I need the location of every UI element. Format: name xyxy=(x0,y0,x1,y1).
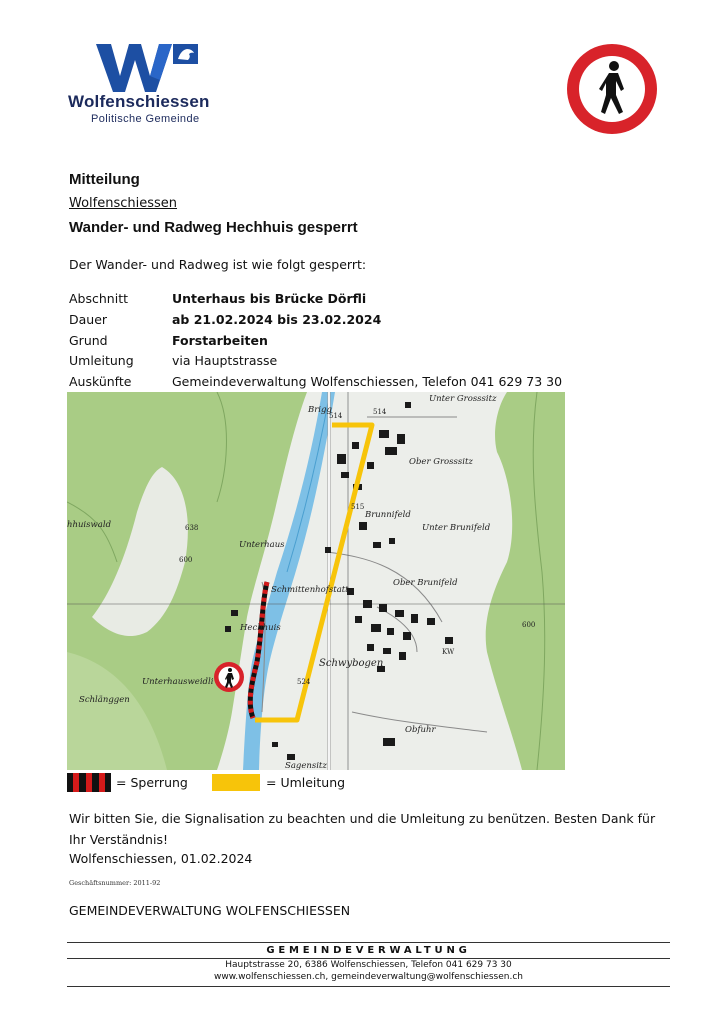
logo-subtitle: Politische Gemeinde xyxy=(91,113,200,125)
footer-rule-mid xyxy=(67,958,670,959)
notice-kind: Mitteilung xyxy=(69,171,140,188)
date-line: Wolfenschiessen, 01.02.2024 xyxy=(69,851,253,866)
closure-map xyxy=(67,392,565,770)
notice-intro: Der Wander- und Radweg ist wie folgt gesperrt: xyxy=(69,257,367,272)
map-label-hhuiswald: hhuiswald xyxy=(67,520,112,530)
map-label-schwybogen: Schwybogen xyxy=(319,658,384,669)
map-label-ober-brunifeld: Ober Brunifeld xyxy=(393,578,458,588)
footer-web: www.wolfenschiessen.ch, gemeindeverwaltung@wolfenschiessen.ch xyxy=(213,972,523,982)
detail-label-info: Auskünfte xyxy=(69,374,132,389)
map-label-brunnifeld: Brunnifeld xyxy=(365,510,411,520)
map-label-brigg: Brigg xyxy=(308,405,332,415)
map-label-515: 515 xyxy=(351,503,365,511)
reference-number: Geschäftsnummer: 2011-92 xyxy=(69,879,161,887)
map-label-obfuhr: Obfuhr xyxy=(405,725,436,735)
map-label-unterhaus: Unterhaus xyxy=(239,540,285,550)
detail-value-duration: ab 21.02.2024 bis 23.02.2024 xyxy=(172,312,382,327)
map-label-600: 600 xyxy=(179,556,193,564)
detail-value-detour: via Hauptstrasse xyxy=(172,353,278,368)
map-label-unter-brunifeld: Unter Brunifeld xyxy=(422,523,491,533)
map-label-514: 514 xyxy=(329,412,343,420)
closure-legend-swatch xyxy=(67,773,111,792)
map-label-hechhuis: Hechhuis xyxy=(240,623,281,633)
map-label-ober-grosssitz: Ober Grosssitz xyxy=(409,457,473,467)
map-label-sagensitz: Sagensitz xyxy=(285,761,327,770)
footer-rule-bottom xyxy=(67,986,670,987)
map-label-unterhausweidli: Unterhausweidli xyxy=(142,677,214,687)
map-label-524: 524 xyxy=(297,678,311,686)
detail-label-detour: Umleitung xyxy=(69,353,134,368)
map-label-unter-grosssitz: Unter Grosssitz xyxy=(429,394,497,404)
map-label-kw: KW xyxy=(442,648,455,656)
notice-place: Wolfenschiessen xyxy=(69,196,178,211)
detail-value-info: Gemeindeverwaltung Wolfenschiessen, Telefon 041 629 73 30 xyxy=(172,374,563,389)
notice-title: Wander- und Radweg Hechhuis gesperrt xyxy=(69,219,358,236)
map-label-600b: 600 xyxy=(522,621,536,629)
map-label-514b: 514 xyxy=(373,408,387,416)
detail-label-section: Abschnitt xyxy=(69,291,128,306)
closure-legend-label: = Sperrung xyxy=(116,775,188,790)
map-label-schmittenhofstatt: Schmittenhofstatt xyxy=(271,585,349,595)
detail-value-section: Unterhaus bis Brücke Dörfli xyxy=(172,291,367,306)
no-pedestrians-sign-icon xyxy=(565,42,659,136)
signature-line: GEMEINDEVERWALTUNG WOLFENSCHIESSEN xyxy=(69,903,351,918)
footer-rule-top xyxy=(67,942,670,943)
closing-text: Wir bitten Sie, die Signalisation zu beachten und die Umleitung zu benützen. Besten Dank für Ihr Verständnis! xyxy=(69,811,656,847)
detail-label-reason: Grund xyxy=(69,333,108,348)
map-label-schlaenggen: Schlänggen xyxy=(79,695,130,705)
detail-value-reason: Forstarbeiten xyxy=(172,333,268,348)
map-label-638: 638 xyxy=(185,524,199,532)
footer-title: GEMEINDEVERWALTUNG xyxy=(266,945,471,956)
footer-address: Hauptstrasse 20, 6386 Wolfenschiessen, Telefon 041 629 73 30 xyxy=(225,960,512,970)
logo-wordmark: Wolfenschiessen xyxy=(68,92,210,111)
detour-legend-label: = Umleitung xyxy=(266,775,346,790)
detour-legend-swatch xyxy=(212,774,260,791)
detail-label-duration: Dauer xyxy=(69,312,108,327)
